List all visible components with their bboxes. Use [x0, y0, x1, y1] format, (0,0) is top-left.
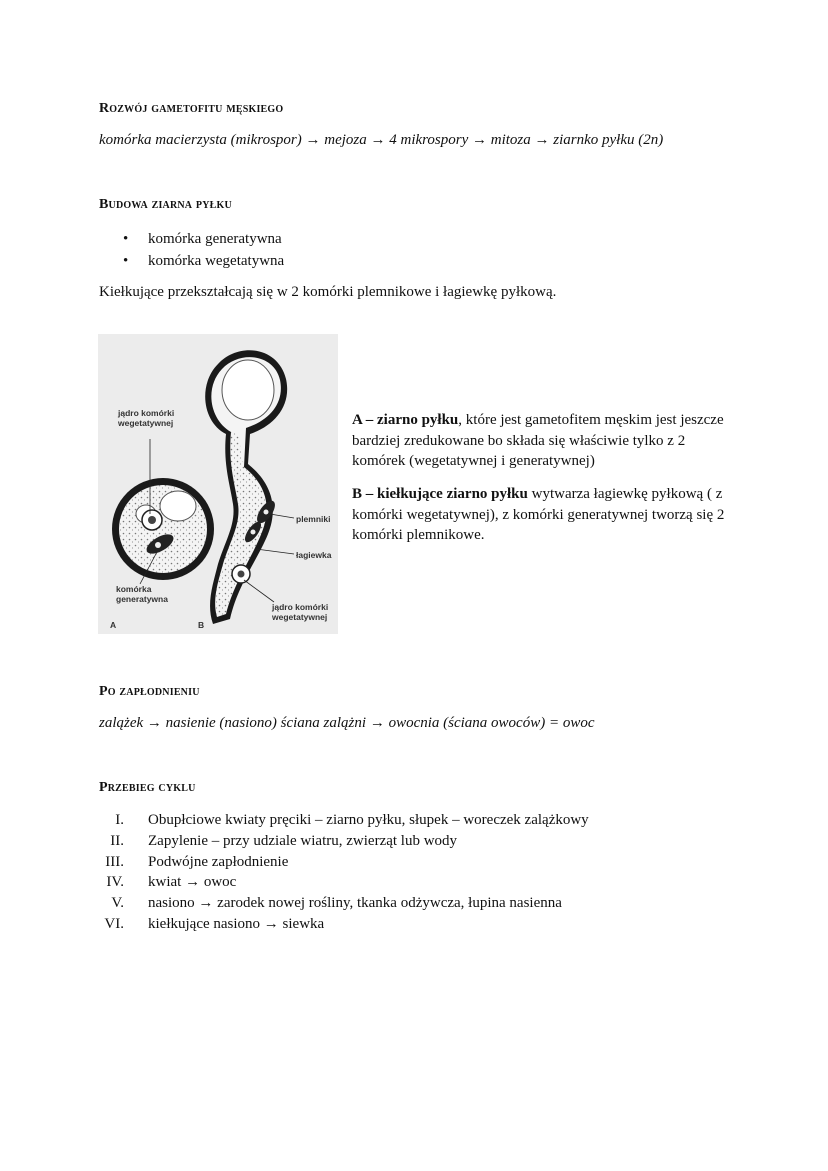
list-item [99, 852, 589, 873]
after-fertilization-flow: zalążek → nasienie (nasiono) ściana zalążni → owocnia (ściana owoców) = owoc [99, 715, 595, 731]
label-letter-a: A [110, 620, 117, 630]
pollen-grain-a [112, 439, 214, 584]
list-item [99, 872, 589, 893]
list-item [99, 810, 589, 831]
label-vegetative-nucleus-a: jądro komórki wegetatywnej [118, 408, 175, 428]
list-item-text: komórka wegetatywna [148, 253, 285, 269]
description-b [352, 484, 732, 546]
heading-cycle: Przebieg cyklu [99, 780, 196, 795]
list-number: IV. [106, 874, 124, 891]
list-item-text: Podwójne zapłodnienie [148, 853, 289, 870]
list-item-text: Zapylenie – przy udziale wiatru, zwierząt lub wody [148, 832, 458, 849]
label-pollen-tube: łagiewka [296, 550, 332, 560]
bullet-icon: • [123, 231, 129, 247]
list-item [99, 914, 589, 935]
pollen-structure-list [99, 228, 284, 272]
list-item [99, 228, 284, 250]
list-item-text: Obupłciowe kwiaty pręciki – ziarno pyłku, słupek – woreczek zalążkowy [148, 812, 589, 828]
description-b-term: B – kiełkujące ziarno pyłku [352, 486, 528, 502]
label-generative-cell: komórka generatywna [116, 584, 168, 604]
germination-paragraph: Kiełkujące przekształcają się w 2 komórki plemnikowe i łagiewkę pyłkową. [99, 284, 557, 300]
heading-after-fertilization: Po zapłodnieniu [99, 684, 200, 699]
list-number: V. [111, 895, 124, 912]
list-item [99, 831, 589, 852]
heading-pollen-structure: Budowa ziarna pyłku [99, 197, 232, 212]
cycle-list [99, 810, 589, 935]
description-a-text: , które jest gametofitem męskim jest jeszcze bardziej zredukowane bo składa się właściwie tylko z 2 komórek (wegetatywnej i generatywnej) [352, 412, 724, 469]
list-item-text: kiełkujące nasiono → siewka [148, 915, 325, 932]
label-vegetative-nucleus-b: jądro komórki wegetatywnej [272, 602, 329, 622]
list-item-text: kwiat → owoc [148, 874, 237, 891]
list-item-text: komórka generatywna [148, 231, 282, 247]
list-number: VI. [104, 915, 124, 932]
list-item [99, 893, 589, 914]
bullet-icon: • [123, 253, 129, 269]
description-b-text: wytwarza łagiewkę pyłkową ( z komórki wegetatywnej), z komórki generatywnej tworzą się 2 komórki plemnikowe. [352, 486, 725, 543]
label-letter-b: B [198, 620, 205, 630]
heading-male-gametophyte: Rozwój gametofitu męskiego [99, 101, 284, 116]
germinating-pollen-b [205, 350, 294, 624]
description-a [352, 410, 732, 472]
label-sperm-cells: plemniki [296, 514, 331, 524]
pollen-figure [98, 334, 338, 634]
male-gametophyte-flow: komórka macierzysta (mikrospor) → mejoza → 4 mikrospory → mitoza → ziarnko pyłku (2n) [99, 132, 664, 148]
list-item [99, 250, 284, 272]
list-number: II. [110, 832, 124, 849]
list-number: III. [105, 853, 124, 870]
description-a-term: A – ziarno pyłku [352, 412, 459, 428]
list-number: I. [115, 812, 124, 828]
list-item-text: nasiono → zarodek nowej rośliny, tkanka odżywcza, łupina nasienna [148, 895, 562, 912]
